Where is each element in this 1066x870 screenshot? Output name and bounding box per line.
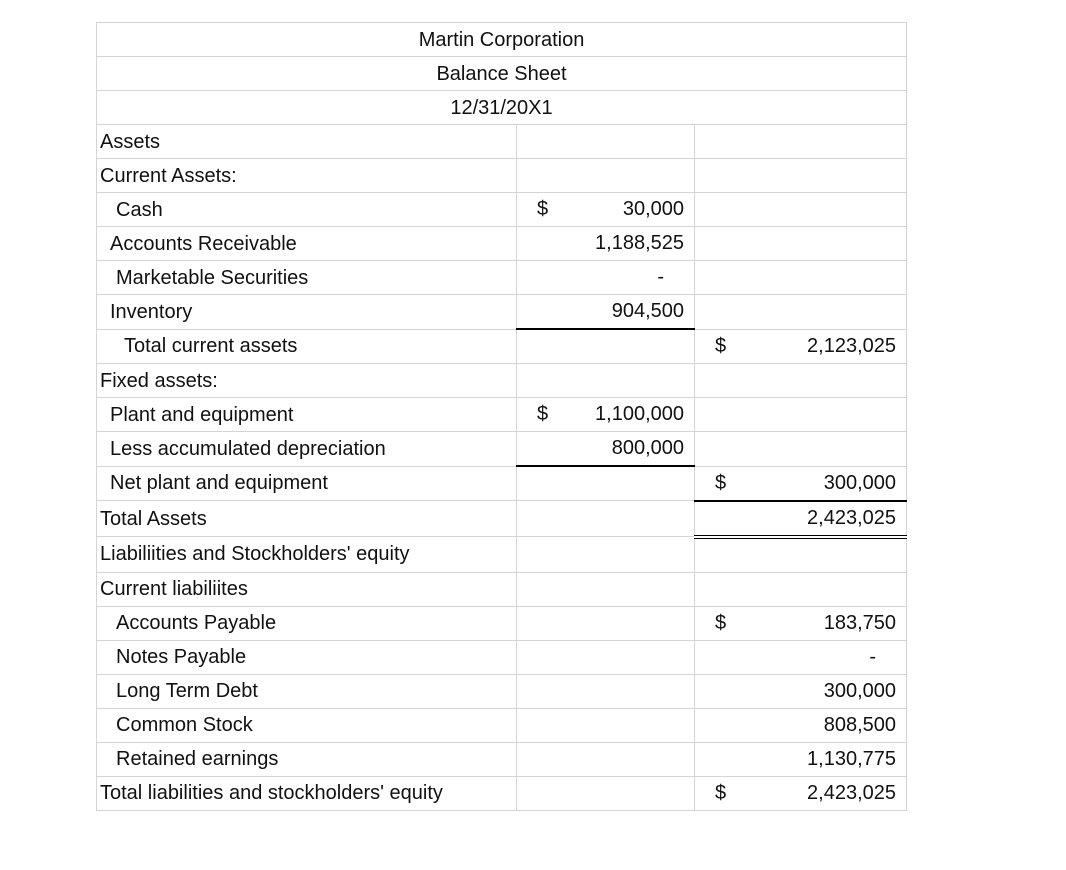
table-row	[97, 708, 907, 742]
table-row	[97, 466, 907, 501]
table-row	[97, 125, 907, 159]
table-row	[97, 295, 907, 330]
table-row	[97, 537, 907, 573]
accounts-receivable-value: 1,188,525	[595, 232, 684, 254]
table-row	[97, 329, 907, 364]
total-liabilities-equity-value: 2,423,025	[807, 781, 896, 804]
cash-amount-cell	[517, 193, 695, 227]
long-term-debt-label: Long Term Debt	[97, 674, 517, 708]
table-row	[97, 674, 907, 708]
fixed-assets-heading: Fixed assets:	[97, 364, 517, 398]
currency-symbol: $	[715, 334, 727, 357]
balance-sheet-table	[96, 22, 907, 811]
marketable-securities-label: Marketable Securities	[97, 261, 517, 295]
table-row	[97, 227, 907, 261]
header-row-date	[97, 91, 907, 125]
net-plant-value: 300,000	[823, 471, 896, 494]
cash-label: Cash	[97, 193, 517, 227]
total-liabilities-equity-label: Total liabilities and stockholders' equity	[97, 776, 517, 810]
plant-equipment-value: 1,100,000	[595, 403, 684, 425]
statement-title: Balance Sheet	[97, 57, 907, 91]
currency-symbol: $	[537, 403, 549, 425]
table-row	[97, 261, 907, 295]
table-row	[97, 432, 907, 467]
table-row	[97, 501, 907, 537]
accounts-receivable-label: Accounts Receivable	[97, 227, 517, 261]
accounts-payable-label: Accounts Payable	[97, 606, 517, 640]
table-row	[97, 398, 907, 432]
currency-symbol: $	[715, 611, 727, 634]
liabilities-equity-heading: Liabiliities and Stockholders' equity	[97, 537, 517, 573]
header-row-statement	[97, 57, 907, 91]
retained-earnings-value: 1,130,775	[807, 747, 896, 770]
assets-heading: Assets	[97, 125, 517, 159]
table-row	[97, 776, 907, 810]
common-stock-value: 808,500	[823, 713, 896, 736]
table-row	[97, 193, 907, 227]
current-assets-heading: Current Assets:	[97, 159, 517, 193]
accounts-payable-value: 183,750	[823, 611, 896, 634]
retained-earnings-label: Retained earnings	[97, 742, 517, 776]
currency-symbol: $	[715, 471, 727, 494]
total-current-assets-value: 2,123,025	[807, 334, 896, 357]
marketable-securities-value: -	[657, 266, 664, 288]
inventory-label: Inventory	[97, 295, 517, 330]
long-term-debt-value: 300,000	[823, 679, 896, 702]
net-plant-label: Net plant and equipment	[97, 466, 517, 501]
table-row	[97, 572, 907, 606]
notes-payable-value: -	[869, 645, 876, 668]
table-row	[97, 742, 907, 776]
accum-depreciation-value: 800,000	[611, 437, 684, 459]
accum-depreciation-label: Less accumulated depreciation	[97, 432, 517, 467]
company-name: Martin Corporation	[97, 23, 907, 57]
statement-date: 12/31/20X1	[97, 91, 907, 125]
header-row-company	[97, 23, 907, 57]
table-row	[97, 640, 907, 674]
common-stock-label: Common Stock	[97, 708, 517, 742]
table-row	[97, 606, 907, 640]
total-current-assets-label: Total current assets	[97, 329, 517, 364]
table-row	[97, 159, 907, 193]
plant-equipment-label: Plant and equipment	[97, 398, 517, 432]
currency-symbol: $	[715, 781, 727, 804]
currency-symbol: $	[537, 198, 549, 220]
inventory-value: 904,500	[611, 300, 684, 322]
notes-payable-label: Notes Payable	[97, 640, 517, 674]
total-assets-value: 2,423,025	[807, 506, 896, 529]
current-liabilities-heading: Current liabiliites	[97, 572, 517, 606]
table-row	[97, 364, 907, 398]
total-assets-label: Total Assets	[97, 501, 517, 537]
cash-value: 30,000	[622, 198, 684, 220]
